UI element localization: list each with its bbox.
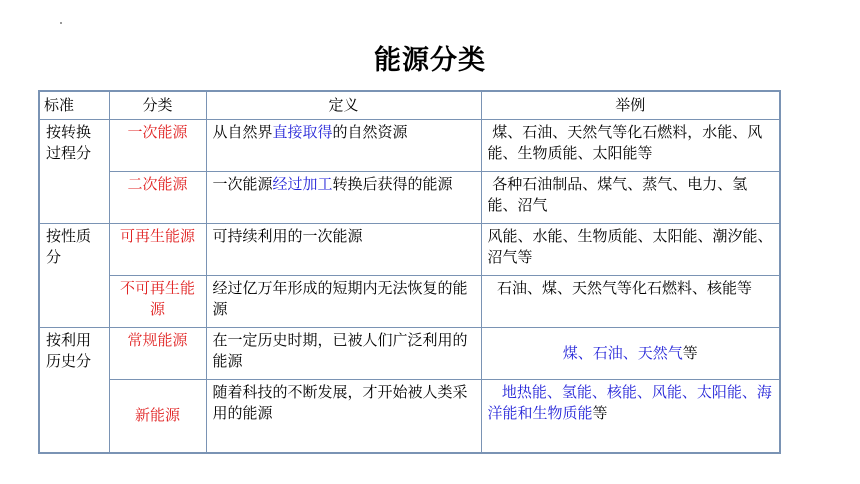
energy-classification-table <box>38 90 781 454</box>
examples-text: 风能、水能、生物质能、太阳能、潮汐能、沼气等 <box>487 226 773 266</box>
definition-highlight: 经过加工 <box>272 174 333 193</box>
category-cell: 常规能源 <box>109 327 206 379</box>
definition-text: 的自然资源 <box>332 122 408 141</box>
definition-text: 经过亿万年形成的短期内无法恢复的能源 <box>212 278 468 318</box>
table-row <box>39 327 780 379</box>
examples-text: 等 <box>592 403 608 422</box>
category-cell: 一次能源 <box>109 119 206 171</box>
standard-cell: 按转换过程分 <box>39 119 109 223</box>
examples-cell <box>481 379 780 453</box>
decorative-dot <box>60 22 62 24</box>
definition-text: 从自然界 <box>212 122 273 141</box>
definition-text: 可持续利用的一次能源 <box>212 226 363 245</box>
definition-text: 在一定历史时期，已被人们广泛利用的能源 <box>212 330 468 370</box>
examples-text: 石油、煤、天然气等化石燃料、核能等 <box>487 278 753 297</box>
definition-text: 随着科技的不断发展，才开始被人类采用的能源 <box>212 382 468 422</box>
header-standard: 标准 <box>39 91 109 119</box>
header-examples: 举例 <box>481 91 780 119</box>
definition-cell <box>206 275 481 327</box>
examples-cell <box>481 327 780 379</box>
examples-text: 等 <box>682 343 698 362</box>
category-cell: 二次能源 <box>109 171 206 223</box>
examples-highlight: 煤、石油、天然气 <box>562 343 683 362</box>
standard-cell: 按利用历史分 <box>39 327 109 453</box>
category-cell: 可再生能源 <box>109 223 206 275</box>
definition-text: 一次能源 <box>212 174 273 193</box>
header-category: 分类 <box>109 91 206 119</box>
definition-text: 转换后获得的能源 <box>332 174 453 193</box>
table-row <box>39 223 780 275</box>
definition-cell <box>206 223 481 275</box>
table-header-row <box>39 91 780 119</box>
examples-cell <box>481 275 780 327</box>
definition-cell <box>206 379 481 453</box>
examples-highlight: 地热能、氢能、核能、风能、太阳能、海洋能和生物质能 <box>487 382 772 422</box>
header-definition: 定义 <box>206 91 481 119</box>
definition-cell <box>206 119 481 171</box>
examples-cell <box>481 171 780 223</box>
category-cell: 不可再生能源 <box>109 275 206 327</box>
definition-cell <box>206 171 481 223</box>
examples-cell <box>481 223 780 275</box>
table-row <box>39 379 780 453</box>
table-row <box>39 275 780 327</box>
examples-text: 煤、石油、天然气等化石燃料，水能、风能、生物质能、太阳能等 <box>487 122 763 162</box>
examples-text: 各种石油制品、煤气、蒸气、电力、氢能、沼气 <box>487 174 748 214</box>
definition-cell <box>206 327 481 379</box>
examples-cell <box>481 119 780 171</box>
page-title: 能源分类 <box>374 45 486 76</box>
table-row <box>39 171 780 223</box>
definition-highlight: 直接取得 <box>272 122 333 141</box>
category-cell: 新能源 <box>109 379 206 453</box>
standard-cell: 按性质分 <box>39 223 109 327</box>
table-row <box>39 119 780 171</box>
